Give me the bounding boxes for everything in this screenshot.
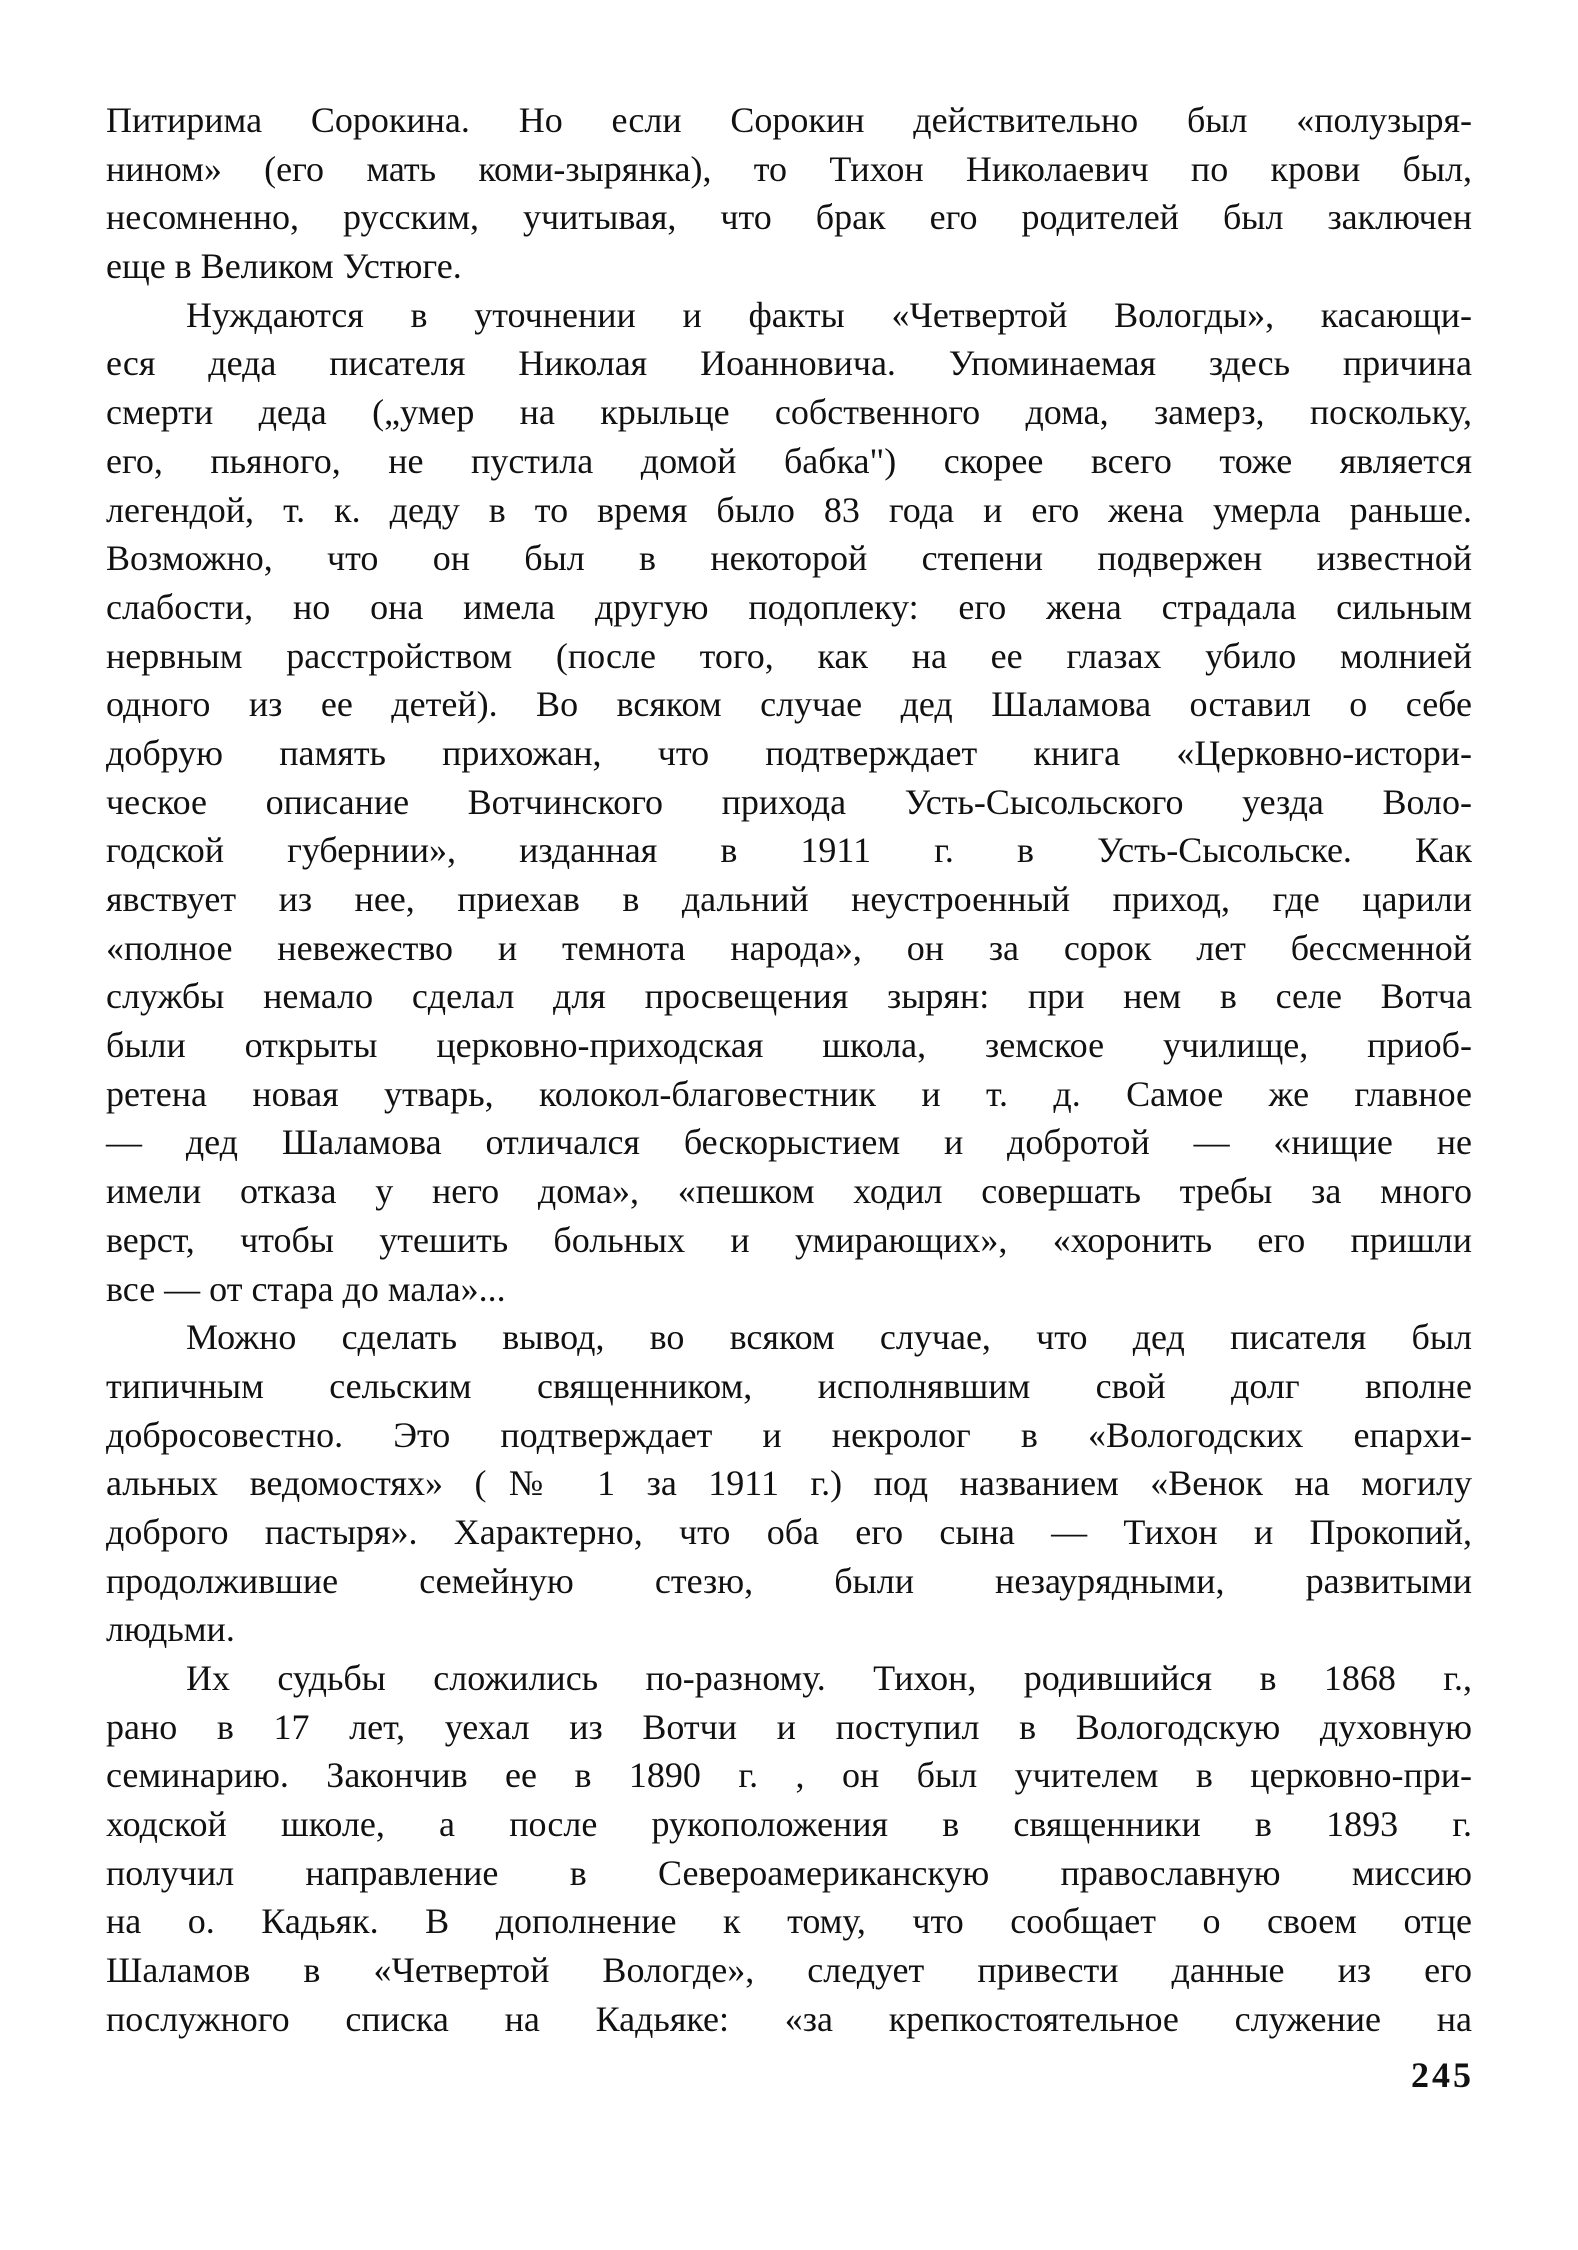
text-line: были открыты церковно-приходская школа, земское училище, приоб- <box>106 1025 1472 1066</box>
text-line: рано в 17 лет, уехал из Вотчи и поступил в Вологодскую духовную <box>106 1706 1472 1747</box>
text-line: Шаламов в «Четвертой Вологде», следует привести данные из его <box>106 1950 1472 1991</box>
text-line: легендой, т. к. деду в то время было 83 года и его жена умерла раньше. <box>106 489 1472 530</box>
text-line: нервным расстройством (после того, как на ее глазах убило молнией <box>106 635 1472 676</box>
text-line: типичным сельским священником, исполнявшим свой долг вполне <box>106 1365 1472 1406</box>
paragraph <box>106 291 1472 1313</box>
text-line: верст, чтобы утешить больных и умирающих», «хоронить его пришли <box>106 1219 1472 1260</box>
text-line: его, пьяного, не пустила домой бабка") скорее всего тоже является <box>106 440 1472 481</box>
text-line: Нуждаются в уточнении и факты «Четвертой Вологды», касающи- <box>186 294 1472 335</box>
text-line: явствует из нее, приехав в дальний неустроенный приход, где царили <box>106 879 1472 919</box>
text-line: еся деда писателя Николая Иоанновича. Упоминаемая здесь причина <box>106 343 1472 384</box>
text-line: службы немало сделал для просвещения зырян: при нем в селе Вотча <box>106 976 1472 1017</box>
text-line: альных ведомостях» (№ 1 за 1911 г.) под названием «Венок на могилу <box>106 1463 1472 1504</box>
text-line: годской губернии», изданная в 1911 г. в Усть-Сысольске. Как <box>106 830 1472 871</box>
text-line: людьми. <box>106 1609 235 1650</box>
text-line: — дед Шаламова отличался бескорыстием и добротой — «нищие не <box>106 1122 1472 1163</box>
text-line: ходской школе, а после рукоположения в священники в 1893 г. <box>106 1804 1472 1845</box>
paragraph <box>106 1654 1472 2044</box>
text-line: смерти деда („умер на крыльце собственного дома, замерз, поскольку, <box>106 392 1472 433</box>
text-line: Питирима Сорокина. Но если Сорокин действительно был «полузыря- <box>106 100 1472 140</box>
text-line: Возможно, что он был в некоторой степени подвержен известной <box>106 538 1472 579</box>
text-line: доброго пастыря». Характерно, что оба его сына — Тихон и Прокопий, <box>106 1511 1472 1552</box>
text-line: слабости, но она имела другую подоплеку: его жена страдала сильным <box>106 586 1472 627</box>
text-line: ретена новая утварь, колокол-благовестник и т. д. Самое же главное <box>106 1073 1472 1114</box>
text-line: добрую память прихожан, что подтверждает книга «Церковно-истори- <box>106 732 1472 773</box>
text-line: семинарию. Закончив ее в 1890 г. , он был учителем в церковно-при- <box>106 1755 1472 1796</box>
paragraph <box>106 96 1472 291</box>
text-line: послужного списка на Кадьяке: «за крепкостоятельное служение на <box>106 1998 1472 2039</box>
text-line: имели отказа у него дома», «пешком ходил совершать требы за много <box>106 1171 1472 1212</box>
text-line: «полное невежество и темнота народа», он за сорок лет бессменной <box>106 927 1472 968</box>
body-text <box>106 96 1472 2044</box>
text-line: все — от стара до мала»... <box>106 1268 506 1309</box>
text-line: одного из ее детей). Во всяком случае дед Шаламова оставил о себе <box>106 684 1472 725</box>
text-line: еще в Великом Устюге. <box>106 246 462 287</box>
text-line: Можно сделать вывод, во всяком случае, что дед писателя был <box>186 1317 1472 1358</box>
paragraph <box>106 1313 1472 1654</box>
text-line: добросовестно. Это подтверждает и некролог в «Вологодских епархи- <box>106 1414 1472 1455</box>
text-line: несомненно, русским, учитывая, что брак его родителей был заключен <box>106 197 1472 238</box>
text-line: на о. Кадьяк. В дополнение к тому, что сообщает о своем отце <box>106 1901 1472 1942</box>
page-number: 245 <box>1411 2055 1474 2095</box>
text-line: продолжившие семейную стезю, были незаурядными, развитыми <box>106 1560 1472 1601</box>
text-line: ческое описание Вотчинского прихода Усть-Сысольского уезда Воло- <box>106 781 1472 822</box>
text-line: Их судьбы сложились по-разному. Тихон, родившийся в 1868 г., <box>186 1658 1472 1698</box>
text-line: нином» (его мать коми-зырянка), то Тихон Николаевич по крови был, <box>106 148 1472 189</box>
text-line: получил направление в Североамериканскую православную миссию <box>106 1852 1472 1893</box>
